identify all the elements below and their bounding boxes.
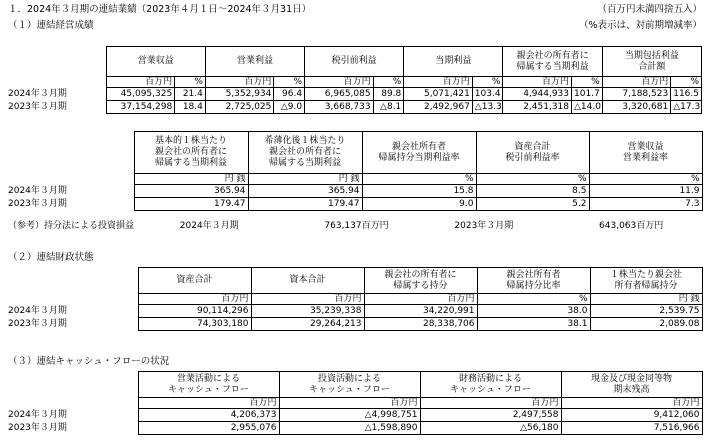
data-cell: △1,598,890 xyxy=(279,422,420,435)
data-cell: 5.2 xyxy=(476,198,589,211)
unit-note: （百万円未満四捨五入） xyxy=(597,4,702,15)
data-cell: △56,180 xyxy=(420,422,561,435)
data-cell: 2,451,318 xyxy=(503,101,572,114)
data-cell: 4,206,373 xyxy=(138,409,279,422)
reference-period-2023: 2023年３月期 xyxy=(454,221,514,231)
data-cell: 74,303,180 xyxy=(138,318,251,331)
column-header: 現金及び現金同等物 期末残高 xyxy=(561,372,702,398)
unit-cell: % xyxy=(572,77,603,88)
data-cell: 45,095,325 xyxy=(106,88,175,101)
unit-cell: 百万円 xyxy=(503,77,572,88)
operating-results-table xyxy=(8,46,702,114)
data-cell: 4,944,933 xyxy=(503,88,572,101)
data-cell: 7,516,966 xyxy=(561,422,702,435)
data-cell: 90,114,296 xyxy=(138,305,251,318)
column-header: 営業活動による キャッシュ・フロー xyxy=(138,372,279,398)
column-header: １株当たり親会社 所有者帰属持分 xyxy=(590,268,702,294)
unit-cell: % xyxy=(476,174,589,185)
data-cell: 103.4 xyxy=(472,88,503,101)
data-cell: 11.9 xyxy=(589,185,702,198)
table-row xyxy=(8,409,702,422)
reference-label: （参考）持分法による投資損益 xyxy=(8,221,135,231)
unit-cell: % xyxy=(274,77,305,88)
table-row xyxy=(8,305,702,318)
column-header: 希薄化後１株当たり 親会社の所有者に 帰属する当期利益 xyxy=(248,132,362,174)
data-cell: 15.8 xyxy=(362,185,476,198)
unit-cell: 百万円 xyxy=(106,77,175,88)
section3-title: （３）連結キャッシュ・フローの状況 xyxy=(8,356,170,367)
column-header: 当期包括利益 合計額 xyxy=(602,47,701,77)
unit-cell: 百万円 xyxy=(251,294,364,305)
column-header: 投資活動による キャッシュ・フロー xyxy=(279,372,420,398)
financial-position-table xyxy=(8,267,703,331)
unit-cell: 百万円 xyxy=(305,77,374,88)
unit-cell: 百万円 xyxy=(561,398,702,409)
data-cell: 37,154,298 xyxy=(106,101,175,114)
data-cell: 96.4 xyxy=(274,88,305,101)
unit-cell: 百万円 xyxy=(138,398,279,409)
unit-cell: 百万円 xyxy=(404,77,473,88)
unit-cell: % xyxy=(671,77,702,88)
data-cell: 35,239,338 xyxy=(251,305,364,318)
unit-cell: % xyxy=(589,174,702,185)
unit-cell: 円 銭 xyxy=(248,174,362,185)
data-cell: 7.3 xyxy=(589,198,702,211)
row-label: 2023年３月期 xyxy=(8,319,67,329)
data-cell: 2,725,025 xyxy=(205,101,274,114)
column-header: 親会社の所有者に 帰属する当期利益 xyxy=(503,47,602,77)
row-label: 2023年３月期 xyxy=(8,423,67,433)
reference-period-2024: 2024年３月期 xyxy=(179,221,239,231)
unit-cell: % xyxy=(477,294,590,305)
column-header: 営業収益 営業利益率 xyxy=(589,132,702,174)
row-label: 2024年３月期 xyxy=(8,89,67,99)
data-cell: 116.5 xyxy=(671,88,702,101)
data-cell: 18.4 xyxy=(175,101,206,114)
row-label: 2024年３月期 xyxy=(8,410,67,420)
column-header: 税引前利益 xyxy=(305,47,404,77)
cash-flow-table xyxy=(8,371,703,435)
data-cell: 9.0 xyxy=(362,198,476,211)
unit-cell: 円 銭 xyxy=(590,294,702,305)
column-header: 親会社所有者 帰属持分比率 xyxy=(477,268,590,294)
column-header: 資産合計 xyxy=(138,268,251,294)
column-header: 資本合計 xyxy=(251,268,364,294)
table-row xyxy=(8,185,702,198)
unit-cell: % xyxy=(175,77,206,88)
table-row xyxy=(8,422,702,435)
data-cell: 179.47 xyxy=(134,198,248,211)
row-label: 2024年３月期 xyxy=(8,186,67,196)
column-header: 資産合計 税引前利益率 xyxy=(476,132,589,174)
table-row xyxy=(8,198,702,211)
unit-cell: % xyxy=(362,174,476,185)
data-cell: 2,539.75 xyxy=(590,305,702,318)
table-row xyxy=(8,318,702,331)
data-cell: 3,668,733 xyxy=(305,101,374,114)
section1-note: （%表示は、対前期増減率） xyxy=(578,20,702,31)
column-header: 営業利益 xyxy=(205,47,304,77)
data-cell: 3,320,681 xyxy=(602,101,671,114)
data-cell: 34,220,991 xyxy=(364,305,477,318)
data-cell: 2,955,076 xyxy=(138,422,279,435)
data-cell: 101.7 xyxy=(572,88,603,101)
data-cell: 179.47 xyxy=(248,198,362,211)
section2-title: （２）連結財政状態 xyxy=(8,252,94,263)
column-header: 当期利益 xyxy=(404,47,503,77)
data-cell: △14.0 xyxy=(572,101,603,114)
column-header: 基本的１株当たり 親会社の所有者に 帰属する当期利益 xyxy=(134,132,248,174)
row-label: 2023年３月期 xyxy=(8,199,67,209)
column-header: 親会社所有者 帰属持分当期利益率 xyxy=(362,132,476,174)
column-header: 財務活動による キャッシュ・フロー xyxy=(420,372,561,398)
reference-value-2023: 643,063百万円 xyxy=(599,221,664,231)
document-title: １．2024年３月期の連結業績（2023年４月１日～2024年３月31日） xyxy=(8,4,312,15)
reference-value-2024: 763,137百万円 xyxy=(324,221,389,231)
per-share-table xyxy=(8,131,703,211)
data-cell: 365.94 xyxy=(134,185,248,198)
equity-method-reference xyxy=(8,220,663,232)
row-label: 2023年３月期 xyxy=(8,102,67,112)
data-cell: 28,338,706 xyxy=(364,318,477,331)
data-cell: 9,412,060 xyxy=(561,409,702,422)
section1-title: （１）連結経営成績 xyxy=(8,20,94,31)
data-cell: △13.3 xyxy=(472,101,503,114)
data-cell: 2,089.08 xyxy=(590,318,702,331)
data-cell: 5,352,934 xyxy=(205,88,274,101)
unit-cell: 百万円 xyxy=(420,398,561,409)
data-cell: 38.1 xyxy=(477,318,590,331)
data-cell: 2,492,967 xyxy=(404,101,473,114)
data-cell: 2,497,558 xyxy=(420,409,561,422)
data-cell: △17.3 xyxy=(671,101,702,114)
data-cell: △9.0 xyxy=(274,101,305,114)
unit-cell: 百万円 xyxy=(205,77,274,88)
unit-cell: 百万円 xyxy=(364,294,477,305)
data-cell: 7,188,523 xyxy=(602,88,671,101)
data-cell: 365.94 xyxy=(248,185,362,198)
data-cell: △8.1 xyxy=(373,101,404,114)
table-row xyxy=(8,88,702,101)
unit-cell: % xyxy=(373,77,404,88)
data-cell: 6,965,085 xyxy=(305,88,374,101)
data-cell: 29,264,213 xyxy=(251,318,364,331)
data-cell: 38.0 xyxy=(477,305,590,318)
unit-cell: 百万円 xyxy=(138,294,251,305)
unit-cell: 百万円 xyxy=(279,398,420,409)
column-header: 親会社の所有者に 帰属する持分 xyxy=(364,268,477,294)
data-cell: 89.8 xyxy=(373,88,404,101)
unit-cell: % xyxy=(472,77,503,88)
data-cell: 21.4 xyxy=(175,88,206,101)
data-cell: 8.5 xyxy=(476,185,589,198)
unit-cell: 円 銭 xyxy=(134,174,248,185)
table-row xyxy=(8,101,702,114)
row-label: 2024年３月期 xyxy=(8,306,67,316)
data-cell: 5,071,421 xyxy=(404,88,473,101)
data-cell: △4,998,751 xyxy=(279,409,420,422)
column-header: 営業収益 xyxy=(106,47,205,77)
unit-cell: 百万円 xyxy=(602,77,671,88)
